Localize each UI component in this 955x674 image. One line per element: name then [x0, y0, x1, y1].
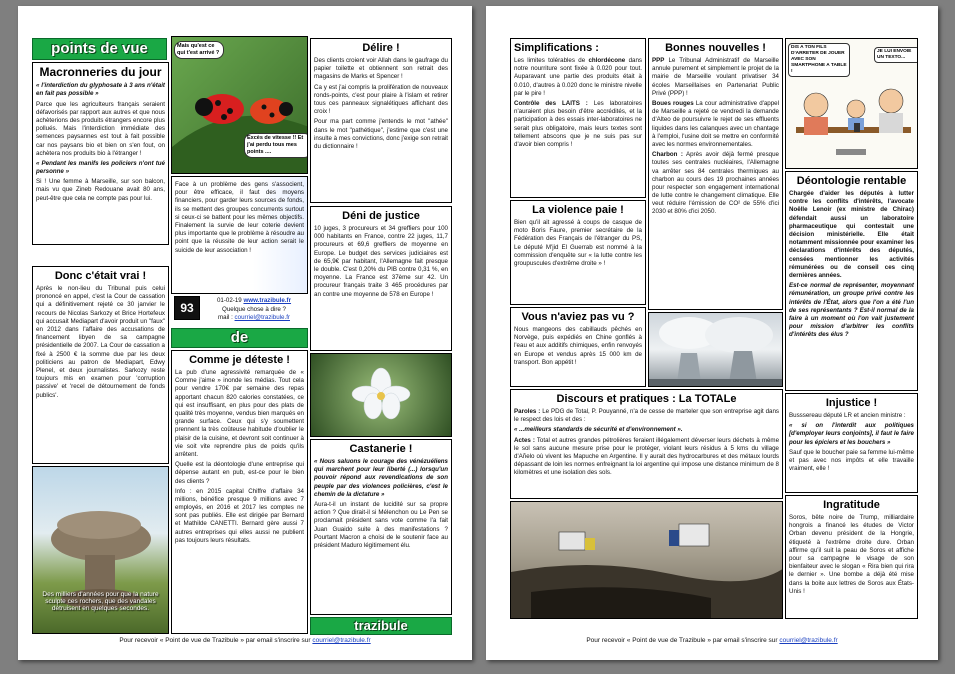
rock-caption: Des milliers d'années pour que la nature sculpte ces rochers, que des vandales détruisent en quelques secondes.: [42, 591, 159, 612]
paragraph: Parce que les agriculteurs français seraient défavorisés par rapport aux autres et que nous achèterions des produits étrangers encore plus pollués. Mais l'interdiction immédiate des semences paysannes est tout à fait possible car nos paysans bio et bien on s'en fout, on achètera nos produits bio à l'étranger !: [36, 100, 165, 157]
family-cartoon: [785, 38, 918, 169]
article-deontologie-rentable: [785, 171, 918, 391]
article-macronneries: [32, 62, 169, 245]
paragraph-text: La cour administrative d'appel de Marseille a rejeté ce vendredi la demande d'Alteo de poursuivre le rejet de ses effluents liquides dans les calanques avec un chantage à l'emploi, l'usine doit se mettre en conformité avec les normes environnementales.: [652, 100, 779, 148]
paragraph-text: Les laboratoires n'auraient plus besoin d'être accrédités, et la participation à des essais inter-laboratoires ne serait plus obligatoire, mais leurs textes sont tellement abscons que je ne suis pas sur d'avoir bien compris !: [514, 100, 642, 148]
paragraph: Chargée d'aider les députés à lutter contre les conflits d'intérêts, l'avocate Noëlle Lenoir (ex ministre de Chirac) défendait aussi un laboratoire pharmaceutique qui contestait une décision ministérielle. Elle était notamment missionnée pour examiner les déclarations d'intérêts des députés, censées mentionner les activités rémunérées ou de conseil ces cinq dernières années.: [789, 190, 914, 279]
article-title: Simplifications :: [514, 42, 599, 54]
paragraph-text: Le PDG de Total, P. Pouyanné, n'a de cesse de marteler que son entreprise agit dans le respect des lois et des :: [514, 408, 779, 424]
article-ingratitude: [785, 495, 918, 619]
website-link[interactable]: www.trazibule.fr: [243, 297, 292, 304]
article-title: Macronneries du jour: [39, 65, 162, 79]
paragraph: [652, 100, 779, 149]
paragraph: La pub d'une agressivité remarquée de « Comme j'aime » inonde les médias. Tout cela pour vendre 170€ par semaine des repas apportant chacun 820 calories constatées, ce qui est insuffisant, en plus pour des plats de qualité très moyenne, vendus bien marqués en grande surface. Ceux qui s'y soumettent prennent la très coûteuse habitude d'oublier le plaisir de la cuisine, et devront soit continuer à vie soit vite reprendre plus de poids qu'ils arrêtent.: [175, 369, 304, 458]
bold-term: Boues rouges: [652, 100, 694, 108]
article-title: Bonnes nouvelles !: [665, 42, 766, 54]
quote: « Nous saluons le courage des vénézuéliens qui marchent pour leur liberté (...) lorsqu'un pouvoir répond aux revendications de son peuple par des violences policières, c'est le chemin de la dictature »: [314, 458, 448, 498]
paragraph-text: Total et autres grandes pétrolières feraient illégalement déverser leurs déchets à même le sol sans aucune mesure prise pour le protéger, violant leurs résidus à 5 kms du village d'Añelo où vivent les Mapuche en Argentine. Il y aurait des hydrocarbures et des métaux lourds dépassant de loin les normes enfreignant la loi argentine qui impose une distance minimum de 8 kilomètres et une isolation des sols.: [514, 436, 780, 477]
paragraph: [514, 57, 642, 98]
article-comme-je-deteste: [171, 350, 308, 634]
mail-link[interactable]: courriel@trazibule.fr: [234, 314, 290, 322]
question-text: Quelque chose à dire ?: [222, 305, 286, 313]
article-title: Discours et pratiques : La TOTALe: [556, 393, 737, 405]
quote: « ...meilleurs standards de sécurité et d'environnement ».: [514, 426, 683, 434]
paragraph: Ca y est j'ai compris la prolifération de nouveaux ronds-points, c'est pour plaire à l'islam et retirer tous ces panneaux signalétiques affichant des croix !: [314, 83, 448, 116]
newsletter-page-left: [18, 6, 472, 660]
ladybug-cartoon: [171, 36, 308, 174]
article-simplifications: [510, 38, 646, 198]
paragraph: Info : en 2015 capital Chiffre d'affaire 34 millions, bénéfice presque 9 millions avec 7 employés, en 2016 et 2017 les comptes ne sont pas publiés. Elle est dirigée par Bernard et Mathilde CANETTI. Bernard gère aussi 7 autres entreprises qui elles aussi ne publient pas toujours leurs résultats.: [175, 487, 304, 544]
article-castanerie: [310, 439, 452, 615]
article-violence-paie: [510, 200, 646, 305]
trucks-illustration: [511, 502, 783, 619]
power-plant-photo: [648, 312, 783, 387]
article-delire: [310, 38, 452, 203]
article-title: Déontologie rentable: [796, 175, 907, 187]
bold-term: chlordécone: [588, 57, 626, 65]
footer-mail-link[interactable]: courriel@trazibule.fr: [779, 637, 838, 644]
bold-term: Charbon :: [652, 151, 683, 159]
paragraph: Nous mangeons des cabillauds pêchés en Norvège, puis expédiés en Chine gonflés à l'eau et aux additifs chimiques, enfin renvoyés en Europe et vendus après 15 000 km de transport. Bon appétit !: [514, 326, 642, 366]
banner-bottom: trazibule: [354, 618, 408, 633]
flower-photo: [310, 353, 452, 437]
banner-de: [171, 328, 308, 348]
article-face-probleme: [171, 176, 308, 294]
paragraph: Si ! Une femme à Marseille, sur son balcon, mais vu que Zineb Redouane avait 80 ans, peut-être que cela ne compte pas pour lui.: [36, 178, 165, 202]
bold-term: Paroles :: [514, 408, 541, 416]
article-title: Déni de justice: [342, 210, 420, 222]
article-title: Injustice !: [825, 397, 878, 409]
banner-mid: de: [230, 329, 249, 346]
paragraph: Sauf que le boucher paie sa femme lui-même et pas avec nos impôts et elle travaille vraiment, elle !: [789, 448, 914, 473]
paragraph: Quelle est la déontologie d'une entreprise qui dépense autant en pub, est-ce pour le bien des clients ?: [175, 461, 304, 485]
paragraph: Busssereau député LR et ancien ministre :: [789, 412, 906, 420]
bold-term: Actes :: [514, 436, 535, 444]
paragraph: [652, 57, 779, 98]
cartoon-bubble-father: JE LUI ENVOIE UN TEXTO...: [874, 47, 918, 63]
paragraph: [514, 437, 779, 478]
lead-text: Les limites tolérables de: [514, 57, 586, 65]
paragraph: 10 juges, 3 procureurs et 34 greffiers pour 100 000 habitants en France, contre 22 juges, 11,7 procureurs et 69,6 greffiers de moyenne en Europe. Le budget des services judiciaires est de 65,9€ par habitant, l'Allemagne fait presque le double. C'est 0,20% du PIB contre 0,31 %, en moyenne. La France est 37ème sur 42. Un procureur français traite 3 465 procédures par an contre une moyenne de 578 en Europe !: [314, 225, 448, 298]
paragraph: [514, 100, 642, 149]
banner-title: points de vue: [51, 40, 148, 57]
mail-label: mail :: [218, 314, 233, 322]
paragraph: Aura-t-il un instant de lucidité sur sa propre action ? Que dirait-il si Mélenchon ou Le Pen se proclamait président sans vote comme l'a fait Juan Guaido suite à des manifestations ? Pourtant Macron a choisi de le soutenir face au président Maduro légitimement élu.: [314, 501, 448, 549]
flower-illustration: [311, 354, 452, 437]
article-donc-cetait-vrai: [32, 266, 169, 464]
paragraph-text: Après avoir déjà fermé presque toutes ses centrales nucléaires, l'Allemagne va arrêter ses 84 centrales thermiques au charbon au cours des 19 prochaines années pour respecter son engagement international de lutte contre le changement climatique. Elle veut réduire l'émission de CO² de 55% d'ici 2030 et 80% d'ici 2050.: [652, 151, 780, 216]
rock-photo: [32, 466, 169, 634]
quote: « si on l'interdit aux politiques [d'employer leurs conjoints], il faut le faire pour les épiciers et les bouchers »: [789, 422, 914, 446]
mail-row: [201, 314, 307, 323]
newsletter-page-right: [486, 6, 938, 660]
footer-text: Pour recevoir « Point de vue de Trazibule » par email s'inscrire sur: [119, 637, 311, 644]
paragraph: Pour ma part comme j'entends le mot "athée" dans le mot "pathétique", j'estime que c'est une insulte à mes convictions, donc j'exige son retrait du dictionnaire !: [314, 118, 448, 150]
banner-trazibule: [310, 617, 452, 635]
paragraph-italic: Est-ce normal de représenter, moyennant rémunération, un groupe privé contre les intérêts de l'État, alors que l'on a été l'un de ses représentants ? Est-il normal de la faire à un moment où l'on vait justement pour mission d'arbitrer les conflits d'intérêts des élus ?: [789, 282, 914, 339]
paragraph: Face à un problème des gens s'associent, pour être efficace, il faut des moyens financiers, pour garder leurs sources de fonds, ils se mettent des groupes concurrents surtout si ceux-ci se battent pour les mêmes objectifs. Finalement la survie de leur coterie devient plus importante que le problème à résoudre au point que la réussite de leur action serait le suicide de leur association !: [175, 181, 304, 254]
article-title: Castanerie !: [349, 443, 413, 455]
footer: [18, 637, 472, 644]
bold-term: Contrôle des LAITS :: [514, 100, 588, 108]
issue-date-row: [201, 297, 307, 306]
issue-number: 93: [174, 296, 200, 320]
article-title: La violence paie !: [532, 204, 624, 216]
paragraph: [652, 151, 779, 217]
issue-info: [200, 296, 308, 326]
article-deni-de-justice: [310, 206, 452, 351]
article-discours-pratiques: [510, 389, 783, 499]
footer: [486, 637, 938, 644]
paragraph: [514, 408, 779, 424]
article-title: Délire !: [362, 42, 400, 54]
article-title: Ingratitude: [823, 499, 880, 511]
paragraph-text: dans notre nourriture sont fixée à 0.020 pour tout. Auparavant une partie des produits était à 0.010, d'autres à 0.020 donc le ministre nivelle par le pire !: [514, 57, 642, 97]
speech-bubble-answer: Excès de vitesse !! Et j'ai perdu tous mes points ....: [244, 133, 308, 158]
power-plant-illustration: [649, 313, 783, 387]
article-title: Donc c'était vrai !: [54, 270, 147, 282]
paragraph: Des clients croient voir Allah dans le gaufrage du papier toilette et obtiennent son retrait des magasins de Marks et Spencer !: [314, 57, 448, 81]
issue-date: 01-02-19: [216, 297, 242, 304]
footer-mail-link[interactable]: courriel@trazibule.fr: [312, 637, 371, 644]
paragraph: Soros, bête noire de Trump, milliardaire hongrois a financé les études de Victor Orban devenu président de la Hongrie, étiqueté à l'extrême droite dure. Orban affirme qu'il suit la peau de Soros et affiche pour sa campagne le visage de son bienfaiteur avec le slogan « Rira bien qui rira le dernier ». Une bombe a déjà été mise dans la boite aux lettres de Soros aux États-Unis !: [789, 514, 914, 595]
paragraph: Bien qu'il ait agressé à coups de casque de moto Boris Faure, premier secrétaire de la Fédération des Français de l'étranger du PS, Le député M'jid El Guerrab est nommé à la commission d'enquête sur « la lutte contre les groupuscules d'extrême droite » !: [514, 219, 642, 268]
article-injustice: [785, 393, 918, 493]
article-title: Comme je déteste !: [189, 354, 290, 366]
article-vous-naviez-pas-vu: [510, 307, 646, 387]
paragraph: Après le non-lieu du Tribunal puis celui prononcé en appel, c'est la Cour de cassation qui a définitivement rejeté ce 30 janvier le recours de Nicolas Sarkozy et Brice Hortefeux qui accusait Mediapart d'avoir produit un "faux" en 2012 dans l'affaire des accusations de financement libyen de sa campagne présidentielle de 2007. La Cour de cassation a fixé à 2500 € la somme due par les deux politiciens au patron de Mediapart, Edwy Plenel, et deux journalistes. Sarkozy reste toujours mis en examen pour 'corruption passive' et 'recel de détournement de fonds publics'.: [36, 285, 165, 399]
bold-term: PPP: [652, 57, 665, 65]
banner-points-de-vue: [32, 38, 167, 60]
oil-waste-photo: [510, 501, 783, 619]
paragraph-text: Le Tribunal Administratif de Marseille annule purement et simplement le projet de la mairie de Marseille voulant privatiser 34 écoles Marseillaises en Partenariat Public Privé (PPP) !: [652, 57, 779, 97]
article-title: Vous n'aviez pas vu ?: [521, 311, 635, 323]
cartoon-bubble-mother: DIS A TON FILS D'ARRETER DE JOUER AVEC SON SMARTPHONE A TABLE !: [788, 43, 850, 77]
article-bonnes-nouvelles: [648, 38, 783, 310]
quote: « Pendant les manifs les policiers n'ont tué personne »: [36, 159, 165, 176]
speech-bubble-question: Mais qu'est ce qui t'est arrivé ?: [174, 41, 224, 59]
quote: « l'interdiction du glyphosate à 3 ans n'était en fait pas possible »: [36, 82, 165, 98]
footer-text: Pour recevoir « Point de vue de Trazibule » par email s'inscrire sur: [586, 637, 778, 644]
